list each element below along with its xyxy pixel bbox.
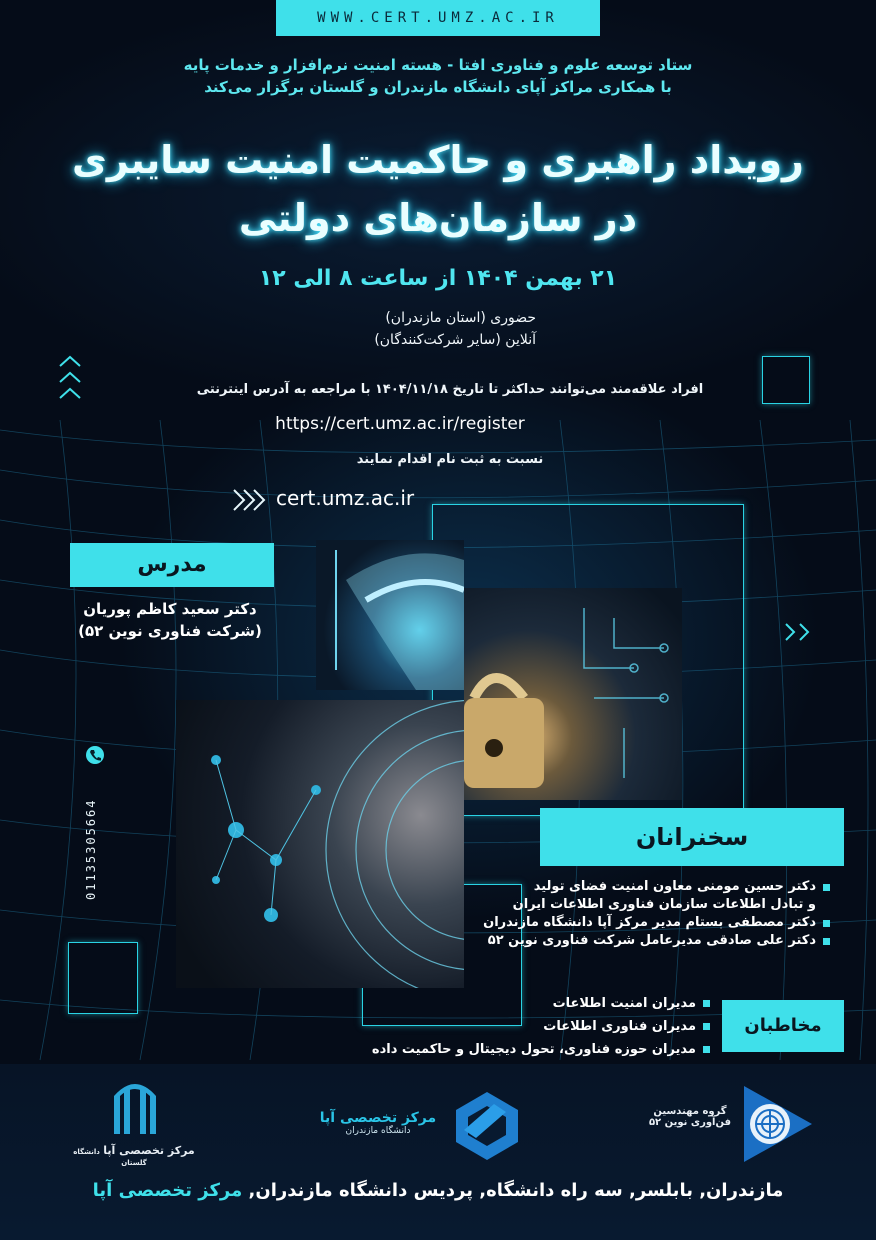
mazandaran-apa-logo bbox=[454, 1090, 520, 1162]
chevron-right-icon bbox=[786, 624, 808, 640]
teacher-company: (شرکت فناوری نوین ۵۲) bbox=[78, 622, 262, 640]
list-item-continuation: و تبادل اطلاعات سازمان فناوری اطلاعات ایران bbox=[512, 897, 816, 912]
mazandaran-logo-sub: دانشگاه مازندران bbox=[345, 1126, 411, 1136]
teacher-name: دکتر سعید کاظم پوریان bbox=[83, 600, 257, 618]
list-item: دکتر علی صادقی مدیرعامل شرکت فناوری نوین ۵۲ bbox=[380, 932, 830, 950]
decor-square bbox=[762, 356, 810, 404]
mazandaran-apa-logo-text bbox=[312, 1110, 444, 1136]
list-item: مدیران حوزه فناوری، تحول دیجیتال و حاکمیت داده bbox=[330, 1038, 710, 1061]
registration-instruction-2: نسبت به ثبت نام اقدام نمایند bbox=[356, 452, 544, 467]
teacher-heading: مدرس bbox=[70, 543, 274, 587]
event-title-line-2: در سازمان‌های دولتی bbox=[238, 196, 638, 240]
golestan-logo-caption: مرکز تخصصی آپا bbox=[103, 1144, 195, 1157]
phone-number[interactable]: 01135305664 bbox=[84, 798, 98, 900]
padlock-icon bbox=[464, 588, 682, 800]
speakers-list bbox=[380, 878, 830, 950]
audience-list bbox=[330, 992, 710, 1061]
website-link[interactable]: cert.umz.ac.ir bbox=[276, 486, 415, 510]
list-item: دکتر حسین مومنی معاون امنیت فضای تولید bbox=[380, 878, 830, 896]
address-highlight: مرکز تخصصی آپا bbox=[92, 1180, 243, 1201]
speakers-heading: سخنرانان bbox=[540, 808, 844, 866]
registration-url[interactable]: https://cert.umz.ac.ir/register bbox=[275, 414, 525, 434]
golestan-logo-sub: دانشگاه گلستان bbox=[73, 1148, 147, 1167]
registration-instruction: افراد علاقه‌مند می‌توانند حداکثر تا تاریخ ۱۴۰۴/۱۱/۱۸ با مراجعه به آدرس اینترنتی bbox=[196, 382, 704, 397]
website-url-bar[interactable]: WWW.CERT.UMZ.AC.IR bbox=[276, 0, 600, 36]
lock-art-image-top bbox=[316, 540, 464, 690]
novin-logo-text bbox=[640, 1106, 740, 1128]
event-date: ۲۱ بهمن ۱۴۰۴ از ساعت ۸ الی ۱۲ bbox=[258, 266, 618, 291]
mode-in-person: حضوری (استان مازندران) bbox=[385, 310, 536, 326]
list-item: مدیران فناوری اطلاعات bbox=[330, 1015, 710, 1038]
novin-logo-line2: فن‌آوری نوین ۵۲ bbox=[648, 1117, 732, 1128]
organizer-line-1: ستاد توسعه علوم و فناوری افتا - هسته امنیت نرم‌افزار و خدمات پایه bbox=[183, 56, 693, 74]
address-text: مازندران, بابلسر, سه راه دانشگاه, پردیس دانشگاه مازندران, bbox=[248, 1180, 784, 1201]
novin-logo bbox=[742, 1084, 814, 1164]
chevron-up-icon bbox=[60, 357, 80, 398]
mazandaran-logo-title: مرکز تخصصی آپا bbox=[319, 1110, 437, 1126]
novin-logo-line1: گروه مهندسین bbox=[653, 1106, 727, 1117]
golestan-apa-logo bbox=[110, 1078, 160, 1134]
event-title-line-1: رویداد راهبری و حاکمیت امنیت سایبری bbox=[72, 138, 804, 182]
list-item: دکتر مصطفی بستام مدیر مرکز آپا دانشگاه مازندران bbox=[380, 914, 830, 932]
audience-heading: مخاطبان bbox=[722, 1000, 844, 1052]
shield-icon bbox=[316, 540, 464, 690]
padlock-art-image bbox=[464, 588, 682, 800]
mode-online: آنلاین (سایر شرکت‌کنندگان) bbox=[374, 332, 536, 348]
phone-icon bbox=[86, 746, 104, 764]
footer-address bbox=[40, 1180, 836, 1201]
list-item: مدیران امنیت اطلاعات bbox=[330, 992, 710, 1015]
organizer-line-2: با همکاری مراکز آپای دانشگاه مازندران و گلستان برگزار می‌کند bbox=[204, 78, 672, 96]
decor-square bbox=[68, 942, 138, 1014]
